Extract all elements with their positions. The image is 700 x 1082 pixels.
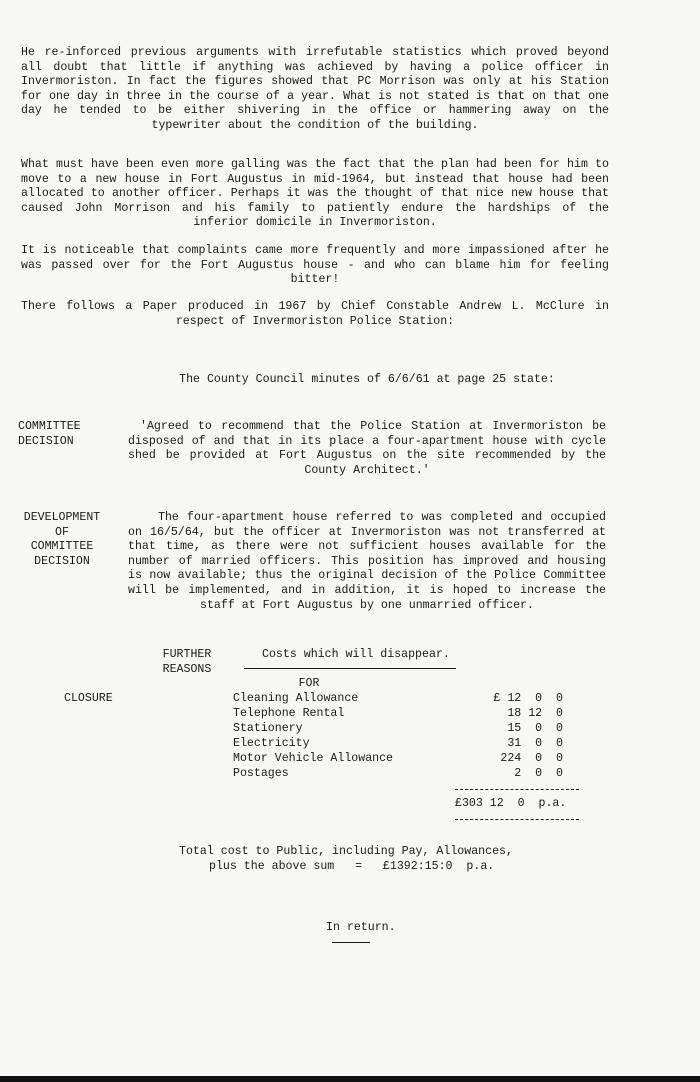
for-label: FOR [298,677,320,690]
cost-row [233,752,563,767]
in-return-heading: In return. [326,921,396,934]
cost-item-label: Motor Vehicle Allowance [233,752,394,765]
cost-item-amount: £ 12 0 0 [493,692,563,705]
cost-item-amount: 224 0 0 [500,752,563,765]
closure-label: CLOSURE [64,692,113,705]
in-return-underline [332,942,370,943]
cost-item-label: Postages [233,767,289,780]
cost-item-amount: 18 12 0 [507,707,563,720]
side-label-line: DECISION [34,554,90,568]
development-text: The four-apartment house referred to was completed and occupied on 16/5/64, but the officer at Invermoriston was not transferred at that time, as there were not sufficient houses available for the number of married officers. This position has improved and housing is now available; thus the original decision of the Police Committee will be implemented, and in addition, it is hoped to increase the staff at Fort Augustus by one unmarried officer. [128,511,606,612]
cost-row [233,737,563,752]
side-label-line: FURTHER [162,648,212,661]
cost-row [233,722,563,737]
side-label-line: COMMITTEE [18,420,81,433]
paragraph-paper-intro: There follows a Paper produced in 1967 by Chief Constable Andrew L. McClure in respect of Invermoriston Police Station: [21,300,609,328]
scan-edge-bar [0,1076,700,1082]
cost-row [233,707,563,722]
cost-item-label: Electricity [233,737,310,750]
total-bottom-rule [455,819,579,820]
side-label-line: COMMITTEE [30,540,94,554]
total-cost-line2: plus the above sum = £1392:15:0 p.a. [209,860,495,873]
total-cost-line1: Total cost to Public, including Pay, Allowances, [179,845,513,858]
side-label-line: OF [55,525,69,539]
costs-total: £303 12 0 p.a. [455,797,567,810]
cost-item-amount: 2 0 0 [514,767,563,780]
development-label [12,511,112,569]
paragraph-statistics: He re-inforced previous arguments with irrefutable statistics which proved beyond all doubt that little if anything was achieved by having a police officer in Invermoriston. In fact the figures showed that PC Morrison was only at his Station for one day in three in the course of a year. What is not stated is that on that one day he tended to be either shivering in the office or hammering away on the typewriter about the condition of the building. [21,46,609,132]
side-label-line: DECISION [18,434,74,448]
cost-item-amount: 15 0 0 [507,722,563,735]
committee-decision-text: 'Agreed to recommend that the Police Station at Invermoriston be disposed of and that in its place a four-apartment house with cycle shed be provided at Fort Augustus on the site recommended by the County Architect.' [128,420,606,477]
minutes-heading: The County Council minutes of 6/6/61 at page 25 state: [179,373,555,386]
costs-heading-underline [244,668,456,669]
further-reasons-label [152,648,222,677]
cost-item-label: Stationery [233,722,303,735]
paragraph-complaints: It is noticeable that complaints came more frequently and more impassioned after he was passed over for the Fort Augustus house - and who can blame him for feeling bitter! [21,244,609,287]
total-top-rule [455,789,579,790]
cost-item-amount: 31 0 0 [507,737,563,750]
costs-heading: Costs which will disappear. [262,648,450,661]
paragraph-fort-augustus-house: What must have been even more galling was the fact that the plan had been for him to move to a new house in Fort Augustus in mid-1964, but instead that house had been allocated to another officer. Perhaps it was the thought of that nice new house that caused John Morrison and his family to patiently endure the hardships of the inferior domicile in Invermoriston. [21,158,609,230]
cost-row [233,692,563,707]
side-label-line: DEVELOPMENT [23,511,101,524]
cost-item-label: Telephone Rental [233,707,345,720]
cost-item-label: Cleaning Allowance [233,692,359,705]
side-label-line: REASONS [162,662,212,676]
committee-decision-label [18,420,118,449]
cost-row [233,767,563,782]
